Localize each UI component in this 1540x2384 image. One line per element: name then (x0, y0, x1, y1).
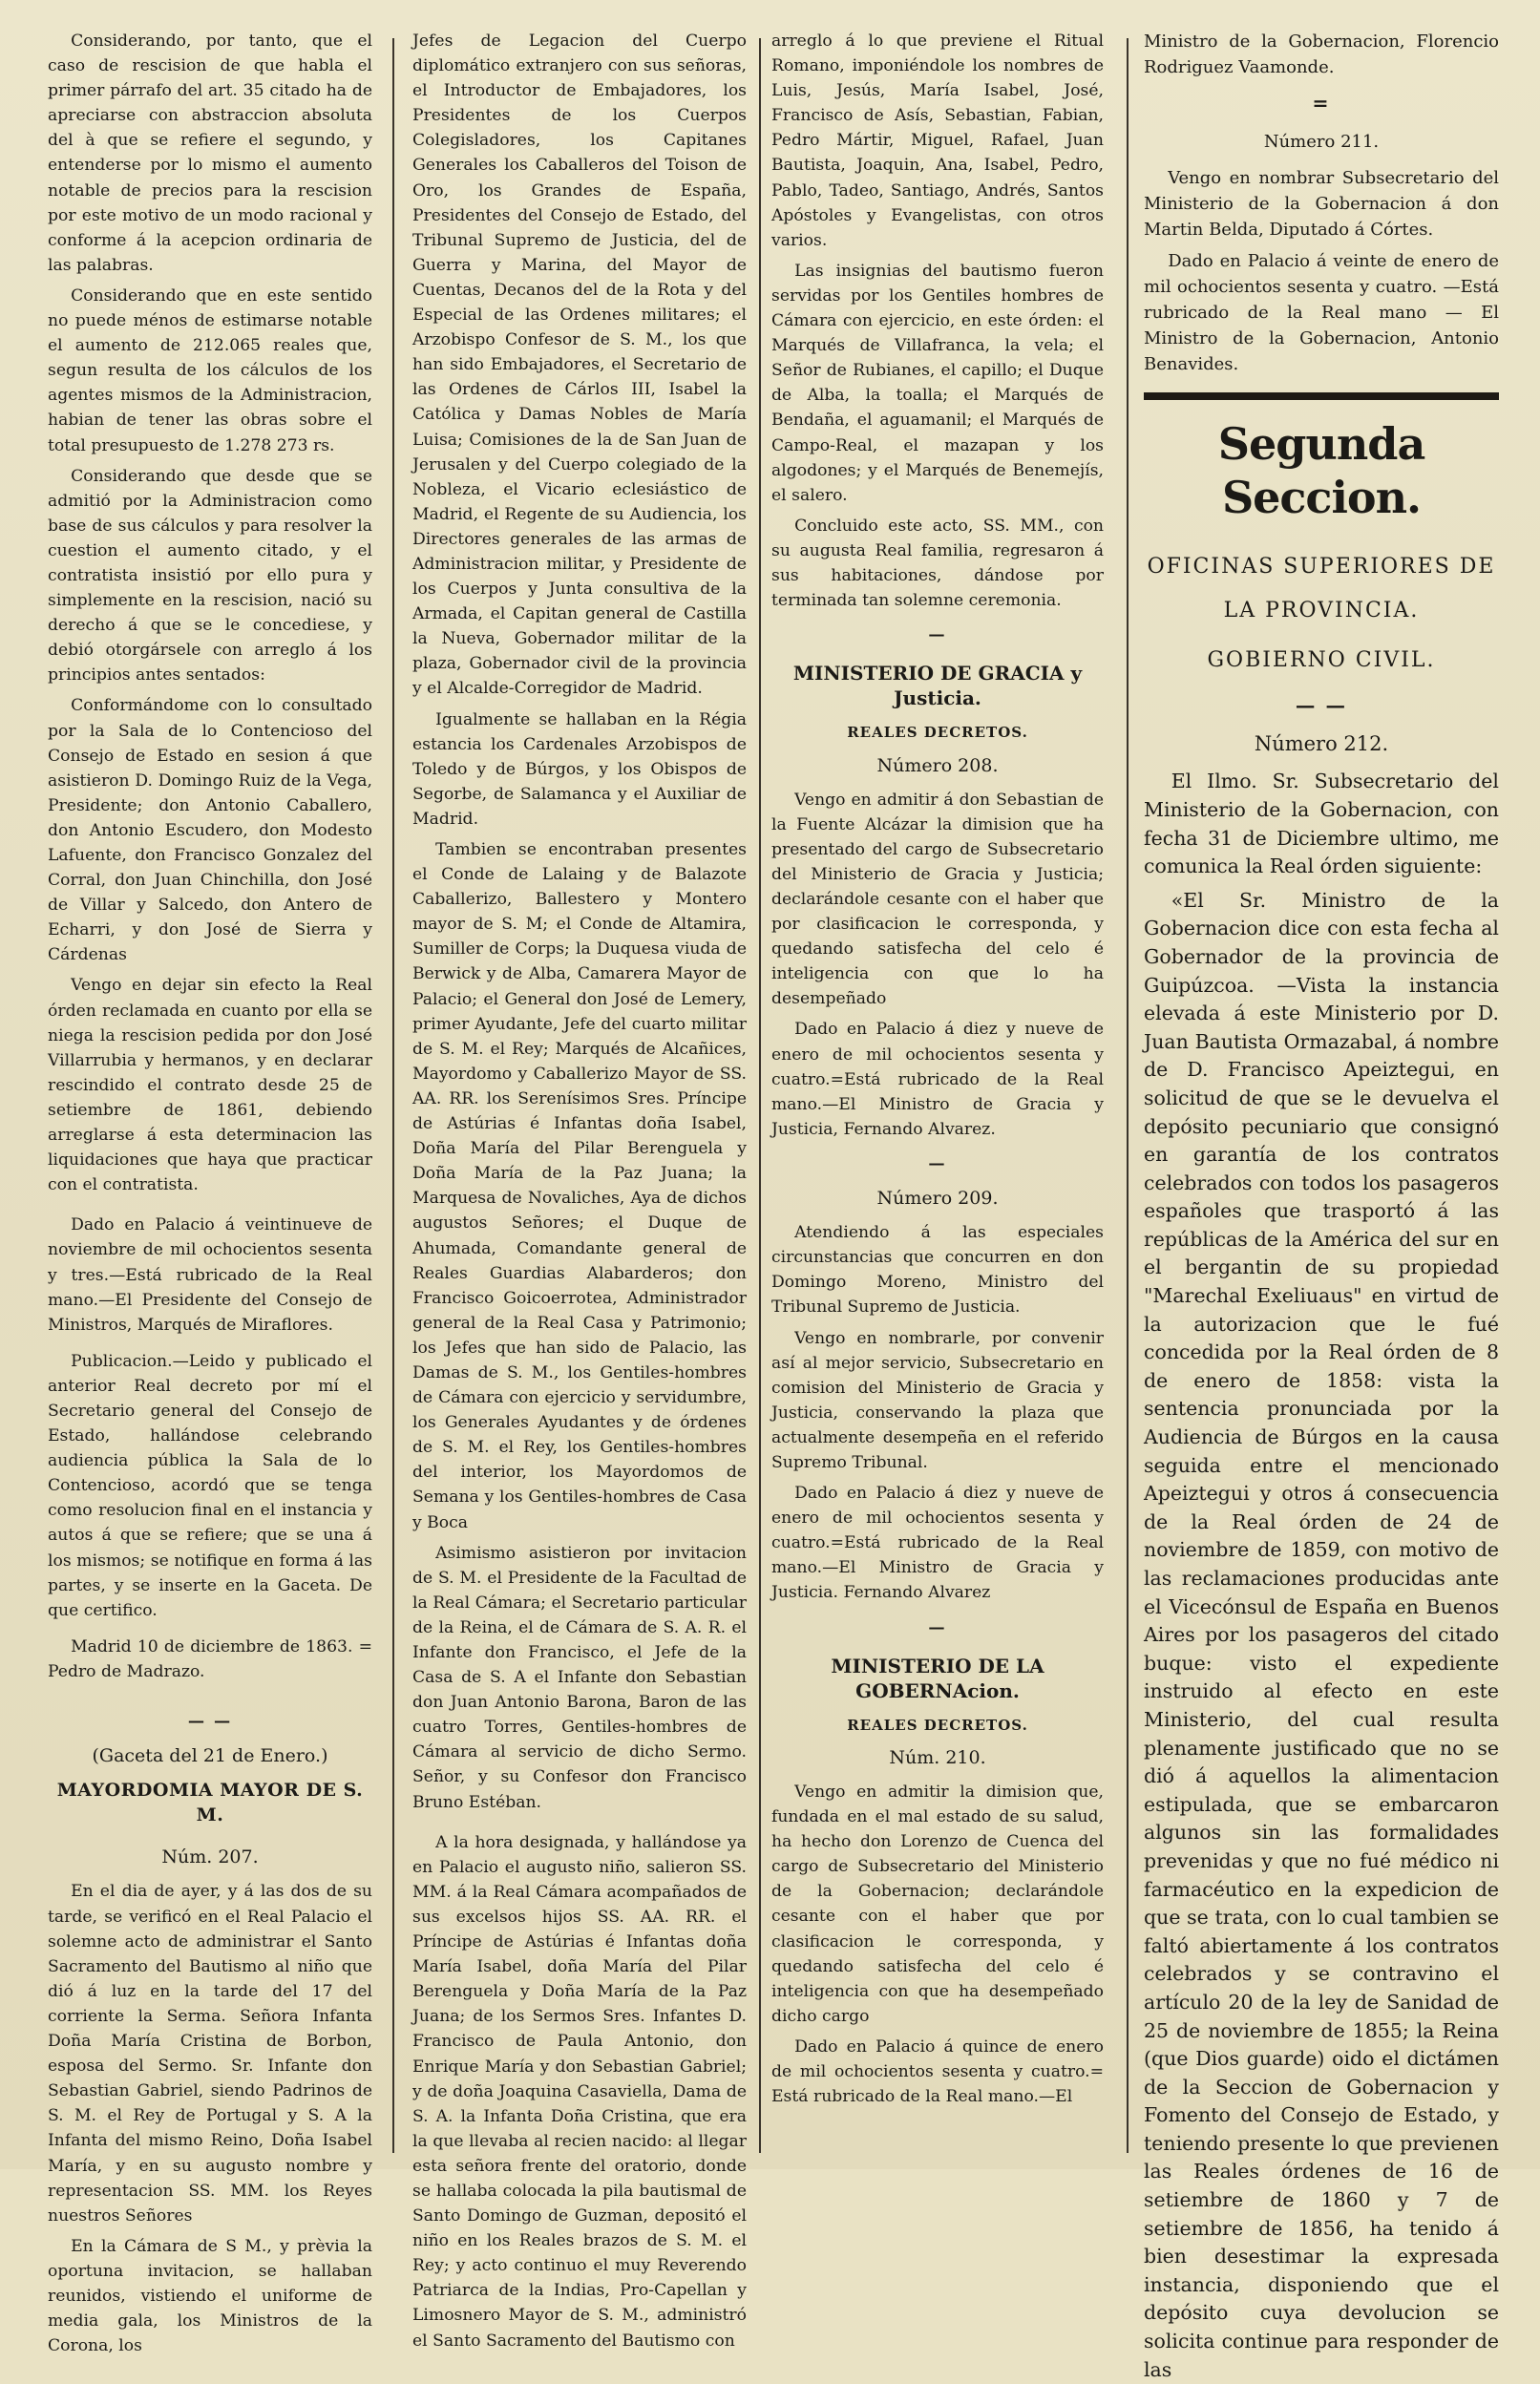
paragraph: Vengo en admitir á don Sebastian de la Fuente Alcázar la dimision que ha presentado del cargo de Subsecretario del Ministerio de Gracia y Justicia; declarándole cesante con el haber que por clasificacion le corresponda, y quedando satisfecha del celo é inteligencia con que lo ha desempeñado (771, 790, 1104, 1009)
decree-number: Número 212. (1254, 731, 1389, 755)
paragraph: A la hora designada, y hallándose ya en Palacio el augusto niño, salieron SS. MM. á la Real Cámara acompañados de sus excelsos hijos SS. AA. RR. el Príncipe de Astúrias é Infantas doña María Isabel, doña María del Pilar Berenguela y Doña María de la Paz Juana; de los Sermos Sres. Infantes D. Francisco de Paula Antonio, don Enrique María y don Sebastian Gabriel; y de doña Joaquina Casaviella, Dama de S. A. la Infanta Doña Cristina, que era la que llevaba al recien nacido: al llegar esta señora frente del oratorio, donde se hallaba colocada la pila bautismal de Santo Domingo de Guzman, depositó el niño en los Reales brazos de S. M. el Rey; y acto continuo el muy Reverendo Patriarca de la Indias, Pro-Capellan y Limosnero Mayor de S. M., administró el Santo Sacramento del Bautismo con (412, 1832, 747, 2351)
column-rule-2 (759, 38, 761, 2153)
paragraph: Vengo en nombrar Subsecretario del Ministerio de la Gobernacion á don Martin Belda, Diputado á Córtes. (1144, 168, 1499, 241)
paragraph: Vengo en nombrarle, por convenir así al mejor servicio, Subsecretario en comision del Ministerio de Gracia y Justicia, conservando la plaza que actualmente desempeña en el referido Supremo Tribunal. (771, 1328, 1104, 1472)
decree-number: Número 208. (876, 754, 999, 776)
paragraph: Las insignias del bautismo fueron servidas por los Gentiles hombres de Cámara con ejercicio, en este órden: el Marqués de Villafranca, la vela; el Señor de Rubianes, el capillo; el Duque de Alba, la toalla; el Marqués de Bendaña, el aguamanil; el Marqués de Campo-Real, el mazapan y los algodones; y el Marqués de Benemejís, el salero. (771, 261, 1104, 505)
section-heading: MAYORDOMIA MAYOR DE S. M. (56, 1780, 364, 1826)
paragraph: Dado en Palacio á quince de enero de mil ochocientos sesenta y cuatro.= Está rubricado de la Real mano.—El (771, 2036, 1104, 2107)
paragraph: Concluido este acto, SS. MM., con su augusta Real familia, regresaron á sus habitaciones, dándose por terminada tan solemne ceremonia. (771, 516, 1104, 611)
paragraph: Dado en Palacio á veinte de enero de mil ochocientos sesenta y cuatro. —Está rubricado de la Real mano — El Ministro de la Gobernacion, Antonio Benavides. (1144, 251, 1499, 375)
column-2 (412, 29, 747, 2351)
paragraph: El Ilmo. Sr. Subsecretario del Ministerio de la Gobernacion, con fecha 31 de Diciembre ultimo, me comunica la Real órden siguiente: (1144, 770, 1499, 878)
decree-number: Número 209. (876, 1188, 999, 1210)
separator: = (1312, 92, 1331, 115)
separator: — — (187, 1712, 233, 1731)
paragraph: En la Cámara de S M., y prèvia la oportuna invitacion, se hallaban reunidos, vistiendo el uniforme de media gala, los Ministros de la Corona, los (48, 2236, 372, 2356)
date-signature: Madrid 10 de diciembre de 1863. = Pedro de Madrazo. (48, 1636, 372, 1681)
paragraph: Igualmente se hallaban en la Régia estancia los Cardenales Arzobispos de Toledo y de Búrgos, y los Obispos de Segorbe, de Salamanca y el Auxiliar de Madrid. (412, 709, 747, 829)
decree-number: Número 211. (1263, 131, 1380, 152)
paragraph: Considerando que en este sentido no puede ménos de estimarse notable el aumento de 212.065 reales que, segun resulta de los cálculos de los agentes mismos de la Administracion, habian de tener las obras sobre el total presupuesto de 1.278 273 rs. (48, 285, 372, 455)
paragraph: En el dia de ayer, y á las dos de su tarde, se verificó en el Real Palacio el solemne acto de administrar el Santo Sacramento del Bautismo al niño que dió á luz en la tarde del 17 del corriente la Serma. Señora Infanta Doña María Cristina de Borbon, esposa del Sermo. Sr. Infante don Sebastian Gabriel, siendo Padrinos de S. M. el Rey de Portugal y S. A la Infanta del mismo Reino, Doña Isabel María, y en su augusto nombre y representacion SS. MM. los Reyes nuestros Señores (48, 1882, 372, 2226)
section-rule (1144, 392, 1499, 400)
paragraph: Ministro de la Gobernacion, Florencio Rodriguez Vaamonde. (1144, 32, 1499, 77)
paragraph: Considerando que desde que se admitió por la Administracion como base de sus cálculos y para resolver la cuestion el aumento citado, y el contratista insistió por ello pura y simplemente en la rescision, nació su derecho á que se le concediese, y debió otorgársele con arreglo á los principios antes sentados: (48, 466, 372, 686)
separator: — (928, 1153, 947, 1173)
paragraph: Jefes de Legacion del Cuerpo diplomático extranjero con sus señoras, el Introductor de Embajadores, los Presidentes de los Cuerpos Colegisladores, los Capitanes Generales los Caballeros del Toison de Oro, los Grandes de España, Presidentes del Consejo de Estado, del Tribunal Supremo de Justicia, del de Guerra y Marina, del Mayor de Cuentas, Decanos del de la Rota y del Especial de las Ordenes militares; el Arzobispo Confesor de S. M., los que han sido Embajadores, el Secretario de las Ordenes de Cárlos III, Isabel la Católica y Damas Nobles de María Luisa; Comisiones de la de San Juan de Jerusalen y del Cuerpo colegiado de la Nobleza, el Vicario eclesiástico de Madrid, el Regente de su Audiencia, los Directores generales de las armas de Administracion militar, y Presidente de los Cuerpos y Junta consultiva de la Armada, el Capitan general de Castilla la Nueva, Gobernador militar de la plaza, Gobernador civil de la provincia y el Alcalde-Corregidor de Madrid. (412, 32, 747, 699)
decree-number: Núm. 207. (161, 1846, 259, 1868)
gaceta-date: (Gaceta del 21 de Enero.) (92, 1745, 328, 1767)
column-4 (1144, 29, 1499, 2381)
paragraph: Dado en Palacio á diez y nueve de enero de mil ochocientos sesenta y cuatro.=Está rubricado de la Real mano.—El Ministro de Gracia y Justicia, Fernando Alvarez. (771, 1020, 1104, 1139)
paragraph: Atendiendo á las especiales circunstancias que concurren en don Domingo Moreno, Ministro del Tribunal Supremo de Justicia. (771, 1223, 1104, 1318)
paragraph: arreglo á lo que previene el Ritual Romano, imponiéndole los nombres de Luis, Jesús, María Isabel, José, Francisco de Asís, Sebastian, Fabian, Pedro Mártir, Miguel, Rafael, Juan Bautista, Joaquin, Ana, Isabel, Pedro, Pablo, Tadeo, Santiago, Andrés, Santos Apóstoles y Evangelistas, con otros varios. (771, 32, 1104, 250)
paragraph: Asimismo asistieron por invitacion de S. M. el Presidente de la Facultad de la Real Cámara; el Secretario particular de la Reina, el de Cámara de S. A. R. el Infante don Francisco, el Jefe de la Casa de S. A el Infante don Sebastian don Juan Antonio Barona, Baron de las cuatro Torres, Gentiles-hombres de Cámara al servicio de dicho Sermo. Señor, y su Confesor don Francisco Bruno Estéban. (412, 1543, 747, 1812)
separator: — — (1295, 694, 1348, 718)
paragraph: Tambien se encontraban presentes el Conde de Lalaing y de Balazote Caballerizo, Ballestero y Montero mayor de S. M; el Conde de Altamira, Sumiller de Corps; la Duquesa viuda de Berwick y de Alba, Camarera Mayor de Palacio; el General don José de Lemery, primer Ayudante, Jefe del cuarto militar de S. M. el Rey; Marqués de Alcañices, Mayordomo y Caballerizo Mayor de SS. AA. RR. los Serenísimos Sres. Príncipe de Astúrias é Infantas doña Isabel, Doña María del Pilar Berenguela y Doña María de la Paz Juana; la Marquesa de Novaliches, Aya de dichos augustos Señores; el Duque de Ahumada, Comandante general de Reales Guardias Alabarderos; don Francisco Goicoerrotea, Administrador general de la Real Casa y Patrimonio; los Jefes que han sido de Palacio, las Damas de S. M., los Gentiles-hombres de Cámara con ejercicio y servidumbre, los Generales Ayudantes y de órdenes de S. M. el Rey, los Gentiles-hombres del interior, los Mayordomos de Semana y los Gentiles-hombres de Casa y Boca (412, 840, 747, 1532)
decree-number: Núm. 210. (889, 1746, 986, 1768)
column-rule-1 (392, 38, 394, 2153)
column-1 (48, 29, 372, 2356)
paragraph: Vengo en dejar sin efecto la Real órden reclamada en cuanto por ella se niega la rescision pedida por don José Villarrubia y hermanos, y en declarar rescindido el contrato desde 25 de setiembre de 1861, debiendo arreglarse á esta determinacion las liquidaciones que haya que practicar con el contratista. (48, 976, 372, 1195)
paragraph: Vengo en admitir la dimision que, fundada en el mal estado de su salud, ha hecho don Lorenzo de Cuenca del cargo de Subsecretario del Ministerio de la Gobernacion; declarándole cesante con el haber que por clasificacion le corresponda, y quedando satisfecha del celo é inteligencia con que ha desempeñado dicho cargo (771, 1783, 1104, 2026)
decrees-subheading: REALES DECRETOS. (847, 724, 1028, 742)
ministry-heading: MINISTERIO DE LA GOBERNAcion. (831, 1654, 1044, 1702)
decrees-subheading: REALES DECRETOS. (847, 1716, 1028, 1734)
office-heading: OFICINAS SUPERIORES DE LA PROVINCIA. (1147, 555, 1496, 623)
ministry-heading: MINISTERIO DE GRACIA y Justicia. (792, 662, 1083, 710)
column-rule-3 (1127, 38, 1129, 2153)
separator: — (928, 625, 947, 645)
office-subheading: GOBIERNO CIVIL. (1207, 648, 1436, 673)
section-title: Segunda Seccion. (1217, 418, 1425, 524)
paragraph: Conformándome con lo consultado por la Sala de lo Contencioso del Consejo de Estado en sesion á que asistieron D. Domingo Ruiz de la Vega, Presidente; don Antonio Caballero, don Antonio Escudero, don Modesto Lafuente, don Francisco Gonzalez del Corral, don Juan Chinchilla, don José de Villar y Salcedo, don Antero de Echarri, y don José de Sierra y Cárdenas (48, 696, 372, 965)
paragraph: Dado en Palacio á diez y nueve de enero de mil ochocientos sesenta y cuatro.=Está rubricado de la Real mano.—El Ministro de Gracia y Justicia. Fernando Alvarez (771, 1484, 1104, 1603)
paragraph: Dado en Palacio á veintinueve de noviembre de mil ochocientos sesenta y tres.—Está rubricado de la Real mano.—El Presidente del Consejo de Ministros, Marqués de Miraflores. (48, 1215, 372, 1335)
separator: — (928, 1617, 947, 1637)
column-3 (771, 29, 1104, 2158)
paragraph: «El Sr. Ministro de la Gobernacion dice con esta fecha al Gobernador de la provincia de Guipúzcoa. —Vista la instancia elevada á este Ministerio por D. Juan Bautista Ormazabal, á nombre de D. Francisco Apeiztegui, en solicitud de que se le devuelva el depósito pecuniario que consignó en garantía de los contratos celebrados con todos los pasageros españoles que trasportó á las repúblicas de la América del sur en el bergantin de su propiedad "Marechal Exeliuaus" en virtud de la autorizacion que le fué concedida por la Real órden de 8 de enero de 1858: vista la sentencia pronunciada por la Audiencia de Búrgos en la causa seguida entre el mencionado Apeiztegui y otros á consecuencia de la Real órden de 24 de noviembre de 1859, con motivo de las reclamaciones producidas ante el Vicecónsul de España en Buenos Aires por los pasageros del citado buque: visto el expediente instruido al efecto en este Ministerio, del cual resulta plenamente justificado que no se dió á aquellos la alimentacion estipulada, que se embarcaron algunos sin las formalidades prevenidas y que no fué médico ni farmacéutico en la expedicion de que se trata, con lo cual tambien se faltó abiertamente á los contratos celebrados y se contravino el artículo 20 de la ley de Sanidad de 25 de noviembre de 1855; la Reina (que Dios guarde) oido el dictámen de la Seccion de Gobernacion y Fomento del Consejo de Estado, y teniendo presente lo que previenen las Reales órdenes de 16 de setiembre de 1860 y 7 de setiembre de 1856, ha tenido á bien desestimar la expresada instancia, disponiendo que el depósito cuya devolucion se solicita continue para responder de las (1144, 888, 1499, 2381)
paragraph: Publicacion.—Leido y publicado el anterior Real decreto por mí el Secretario general del Consejo de Estado, hallándose celebrando audiencia pública la Sala de lo Contencioso, acordó que se tenga como resolucion final en el instancia y autos á que se refiere; que se una á los mismos; se notifique en forma á las partes, y se inserte en la Gaceta. De que certifico. (48, 1351, 372, 1620)
paragraph: Considerando, por tanto, que el caso de rescision de que habla el primer párrafo del art. 35 citado ha de apreciarse con abstraccion absoluta del à que se refiere el segundo, y entenderse por lo mismo el aumento notable de precios para la rescision por este motivo de un modo racional y conforme á la acepcion ordinaria de las palabras. (48, 32, 372, 275)
